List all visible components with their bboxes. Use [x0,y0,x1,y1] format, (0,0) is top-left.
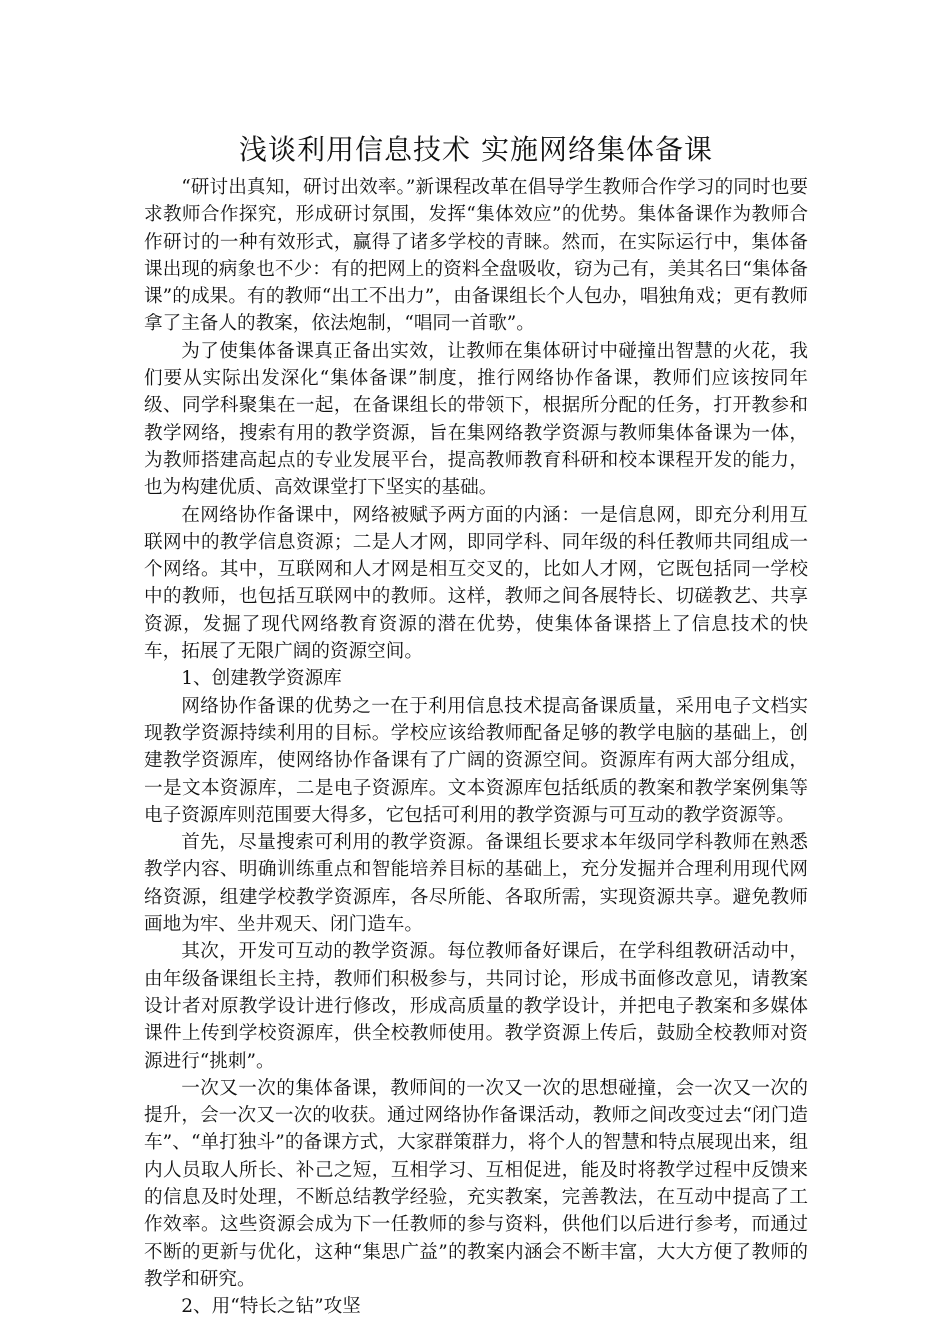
section-heading: 2、用“特长之钻”攻坚 [181,1296,361,1318]
document-page [144,130,808,1320]
body-paragraph: 网络协作备课的优势之一在于利用信息技术提高备课质量，采用电子文档实现教学资源持续利用的目标。学校应该给教师配备足够的教学电脑的基础上，创建教学资源库，使网络协作备课有了广阔的资源空间。资源库有两大部分组成，一是文本资源库，二是电子资源库。文本资源库包括纸质的教案和教学案例集等电子资源库则范围要大得多，它包括可利用的教学资源与可互动的教学资源等。 [144,695,808,826]
section-heading: 1、创建教学资源库 [181,668,342,690]
body-paragraph: 一次又一次的集体备课，教师间的一次又一次的思想碰撞，会一次又一次的提升，会一次又一次的收获。通过网络协作备课活动，教师之间改变过去“闭门造车”、“单打独斗”的备课方式，大家群策群力，将个人的智慧和特点展现出来，组内人员取人所长、补己之短，互相学习、互相促进，能及时将教学过程中反馈来的信息及时处理，不断总结教学经验，充实教案，完善教法，在互动中提高了工作效率。这些资源会成为下一任教师的参与资料，供他们以后进行参考，而通过不断的更新与优化，这种“集思广益”的教案内涵会不断丰富，大大方便了教师的教学和研究。 [144,1077,808,1290]
body-paragraph: 在网络协作备课中，网络被赋予两方面的内涵：一是信息网，即充分利用互联网中的教学信息资源；二是人才网，即同学科、同年级的科任教师共同组成一个网络。其中，互联网和人才网是相互交叉的，比如人才网，它既包括同一学校中的教师，也包括互联网中的教师。这样，教师之间各展特长、切磋教艺、共享资源，发掘了现代网络教育资源的潜在优势，使集体备课搭上了信息技术的快车，拓展了无限广阔的资源空间。 [144,504,808,663]
body-paragraph: 其次，开发可互动的教学资源。每位教师备好课后，在学科组教研活动中，由年级备课组长主持，教师们积极参与，共同讨论，形成书面修改意见，请教案设计者对原教学设计进行修改，形成高质量的教学设计，并把电子教案和多媒体课件上传到学校资源库，供全校教师使用。教学资源上传后，鼓励全校教师对资源进行“挑刺”。 [144,941,808,1072]
body-paragraph: 首先，尽量搜索可利用的教学资源。备课组长要求本年级同学科教师在熟悉教学内容、明确训练重点和智能培养目标的基础上，充分发掘并合理利用现代网络资源，组建学校教学资源库，各尽所能、各取所需，实现资源共享。避免教师画地为牢、坐井观天、闭门造车。 [144,832,808,936]
body-paragraph: “研讨出真知，研讨出效率。”新课程改革在倡导学生教师合作学习的同时也要求教师合作探究，形成研讨氛围，发挥“集体效应”的优势。集体备课作为教师合作研讨的一种有效形式，赢得了诸多学校的青睐。然而，在实际运行中，集体备课出现的病象也不少：有的把网上的资料全盘吸收，窃为己有，美其名曰“集体备课”的成果。有的教师“出工不出力”，由备课组长个人包办，唱独角戏；更有教师拿了主备人的教案，依法炮制，“唱同一首歌”。 [144,177,808,335]
document-title: 浅谈利用信息技术 实施网络集体备课 [239,133,713,166]
body-paragraph: 为了使集体备课真正备出实效，让教师在集体研讨中碰撞出智慧的火花，我们要从实际出发深化“集体备课”制度，推行网络协作备课，教师们应该按同年级、同学科聚集在一起，在备课组长的带领下，根据所分配的任务，打开教参和教学网络，搜索有用的教学资源，旨在集网络教学资源与教师集体备课为一体，为教师搭建高起点的专业发展平台，提高教师教育科研和校本课程开发的能力，也为构建优质、高效课堂打下坚实的基础。 [144,340,808,499]
